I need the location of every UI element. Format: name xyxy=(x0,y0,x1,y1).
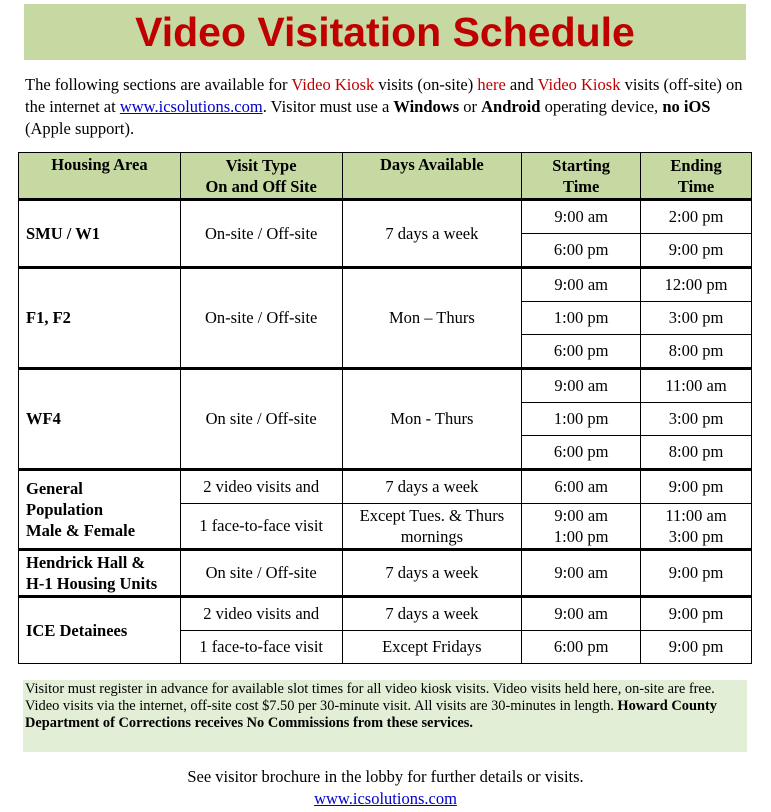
start-time-cell: 6:00 pm xyxy=(522,335,641,369)
intro-text: and xyxy=(505,75,538,94)
android-label: Android xyxy=(481,97,541,116)
start-time-cell: 6:00 am xyxy=(522,470,641,504)
table-row xyxy=(19,369,752,403)
housing-area-cell: WF4 xyxy=(19,369,181,470)
notice-text: Visitor must register in advance for available slot times for all video kiosk visits. Video visits held here, on-site are free. Video visits via the internet, off-site cost $7.50 per 30-minute visit. All visits are 30-minutes in length. xyxy=(25,681,715,714)
intro-text: or xyxy=(459,97,482,116)
intro-text: visits (on-site) xyxy=(374,75,478,94)
visit-type-cell: On-site / Off-site xyxy=(180,268,342,369)
start-time-cell: 9:00 am xyxy=(522,550,641,597)
icsolutions-link[interactable]: www.icsolutions.com xyxy=(119,97,263,116)
start-time-cell: 9:00 am xyxy=(522,597,641,631)
header-housing-area: Housing Area xyxy=(19,153,181,200)
housing-area-cell: SMU / W1 xyxy=(19,200,181,268)
visit-type-cell: 2 video visits and xyxy=(180,597,342,631)
end-time-cell: 3:00 pm xyxy=(641,302,752,335)
visit-type-cell: On site / Off-site xyxy=(180,369,342,470)
intro-text: . Visitor must use a xyxy=(262,97,394,116)
footer xyxy=(0,766,771,810)
title-banner xyxy=(24,4,746,60)
end-time-cell: 8:00 pm xyxy=(641,335,752,369)
days-cell: Except Fridays xyxy=(342,631,522,664)
days-cell: 7 days a week xyxy=(342,470,522,504)
housing-area-cell: ICE Detainees xyxy=(19,597,181,664)
end-time-cell: 3:00 pm xyxy=(641,403,752,436)
start-time-cell: 9:00 am xyxy=(522,268,641,302)
footer-text: See visitor brochure in the lobby for further details or visits. xyxy=(187,767,584,786)
days-cell: Except Tues. & Thurs mornings xyxy=(342,504,522,550)
days-cell: Mon – Thurs xyxy=(342,268,522,369)
end-time-cell: 11:00 am 3:00 pm xyxy=(641,504,752,550)
video-kiosk-label: Video Kiosk xyxy=(291,75,375,94)
no-ios-label: no iOS xyxy=(662,97,711,116)
start-time-cell: 9:00 am xyxy=(522,369,641,403)
start-time-cell: 6:00 pm xyxy=(522,436,641,470)
table-row xyxy=(19,550,752,597)
intro-text: operating device, xyxy=(540,97,663,116)
housing-area-cell: Hendrick Hall & H-1 Housing Units xyxy=(19,550,181,597)
notice-bold-text: Howard County Department of Corrections receives No Commissions from these services. xyxy=(25,698,717,731)
start-time-cell: 9:00 am 1:00 pm xyxy=(522,504,641,550)
end-time-cell: 11:00 am xyxy=(641,369,752,403)
header-starting-time: Starting Time xyxy=(522,153,641,200)
end-time-cell: 2:00 pm xyxy=(641,200,752,234)
schedule-table xyxy=(18,152,752,664)
start-time-cell: 6:00 pm xyxy=(522,631,641,664)
end-time-cell: 9:00 pm xyxy=(641,470,752,504)
visit-type-cell: 2 video visits and xyxy=(180,470,342,504)
days-cell: 7 days a week xyxy=(342,597,522,631)
end-time-cell: 8:00 pm xyxy=(641,436,752,470)
intro-text: visits (off-site) on the internet at xyxy=(25,75,743,116)
housing-area-cell: F1, F2 xyxy=(19,268,181,369)
header-ending-time: Ending Time xyxy=(641,153,752,200)
intro-paragraph xyxy=(25,74,750,140)
days-cell: 7 days a week xyxy=(342,550,522,597)
windows-label: Windows xyxy=(393,97,460,116)
table-row xyxy=(19,597,752,631)
footer-link[interactable]: www.icsolutions.com xyxy=(314,789,457,808)
here-label: here xyxy=(477,75,506,94)
visit-type-cell: 1 face-to-face visit xyxy=(180,631,342,664)
days-cell: Mon - Thurs xyxy=(342,369,522,470)
housing-area-cell: General Population Male & Female xyxy=(19,470,181,550)
table-row xyxy=(19,268,752,302)
days-cell: 7 days a week xyxy=(342,200,522,268)
notice-box xyxy=(23,680,747,752)
start-time-cell: 1:00 pm xyxy=(522,302,641,335)
header-row xyxy=(19,153,752,200)
end-time-cell: 9:00 pm xyxy=(641,550,752,597)
page-title: Video Visitation Schedule xyxy=(135,8,635,55)
header-visit-type: Visit Type On and Off Site xyxy=(180,153,342,200)
intro-text: The following sections are available for xyxy=(25,75,292,94)
table-row xyxy=(19,200,752,234)
video-kiosk-label: Video Kiosk xyxy=(537,75,621,94)
end-time-cell: 12:00 pm xyxy=(641,268,752,302)
end-time-cell: 9:00 pm xyxy=(641,234,752,268)
end-time-cell: 9:00 pm xyxy=(641,631,752,664)
start-time-cell: 9:00 am xyxy=(522,200,641,234)
start-time-cell: 1:00 pm xyxy=(522,403,641,436)
end-time-cell: 9:00 pm xyxy=(641,597,752,631)
table-row xyxy=(19,470,752,504)
visit-type-cell: On-site / Off-site xyxy=(180,200,342,268)
visit-type-cell: On site / Off-site xyxy=(180,550,342,597)
start-time-cell: 6:00 pm xyxy=(522,234,641,268)
intro-text: (Apple support). xyxy=(25,119,135,138)
header-days-available: Days Available xyxy=(342,153,522,200)
visit-type-cell: 1 face-to-face visit xyxy=(180,504,342,550)
